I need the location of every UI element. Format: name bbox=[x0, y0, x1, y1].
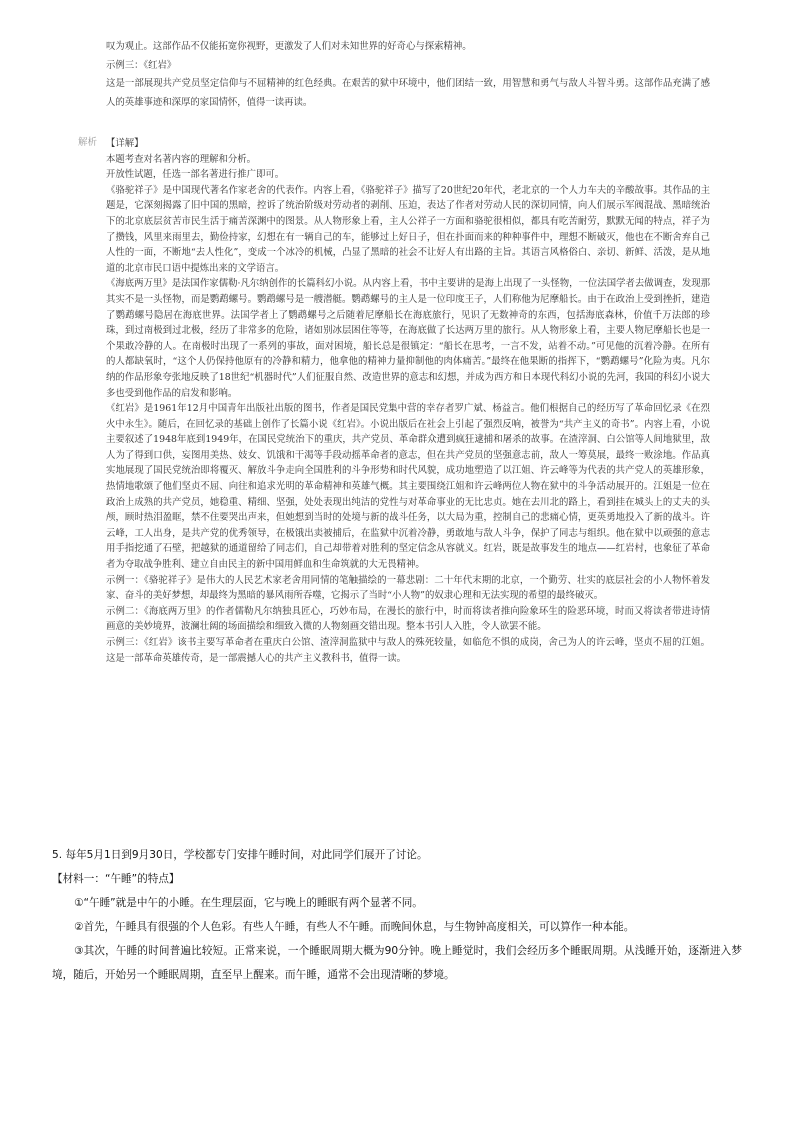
example-heading: 示例三：《红岩》 bbox=[106, 59, 177, 71]
analysis-paragraph: 《海底两万里》是法国作家儒勒·凡尔纳创作的长篇科幻小说。从内容上看，书中主要讲的是海上出现了一头怪物，一位法国学者去做调查，发现那其实不是一头怪物，而是鹦鹉螺号。鹦鹉螺号是一艘潜艇。鹦鹉螺号的主人是一位印度王子，人们称他为尼摩船长。由于在政治上受到挫折，建造了鹦鹉螺号隐居在海底世界。法国学者上了鹦鹉螺号之后随着尼摩船长在海底旅行，见识了无数神奇的东西，包括海底森林，价值千万法郎的珍珠，到过南极到过北极，经历了非常多的危险，诸如别冰层困住等等，在海底做了长达两万里的旅行。从人物形象上看，主要人物尼摩船长也是一个果敢冷静的人。在南极时出现了一系列的事故，面对困境，船长总是很镇定：“船长在思考，一言不发，站着不动。”可见他的沉着冷静。在所有的人都缺氧时，“这个人仍保持他原有的冷静和精力，他拿他的精神力量抑制他的肉体痛苦。”最终在他果断的指挥下，“鹦鹉螺号”化险为夷。凡尔纳的作品形象夸张地反映了18世纪“机器时代”人们征服自然、改造世界的意志和幻想，并成为西方和日本现代科幻小说的先河，我国的科幻小说大多也受到他作品的启发和影响。 bbox=[106, 278, 710, 399]
analysis-section bbox=[106, 136, 710, 666]
analysis-paragraph: 本题考查对名著内容的理解和分析。 bbox=[106, 153, 257, 165]
question-stem: 5. 每年5月1日到9月30日，学校都专门安排午睡时间，对此同学们展开了讨论。 bbox=[52, 849, 428, 861]
material-title: 【材料一：“午睡”的特点】 bbox=[52, 873, 180, 885]
example-paragraph: 示例三：《红岩》该书主要写革命者在重庆白公馆、渣滓洞监狱中与敌人的殊死较量，如临危不惧的成岗，舍己为人的许云峰，坚贞不屈的江姐。这是一部革命英雄传奇，是一部震撼人心的共产主义教科书，值得一读。 bbox=[106, 637, 710, 664]
analysis-paragraph: 开放性试题，任选一部名著进行推广即可。 bbox=[106, 169, 285, 181]
analysis-paragraph: 《骆驼祥子》是中国现代著名作家老舍的代表作。内容上看，《骆驼祥子》描写了20世纪20年代，老北京的一个人力车夫的辛酸故事。其作品的主题是，它深刻揭露了旧中国的黑暗，控诉了统治阶级对劳动者的剥削、压迫，表达了作者对劳动人民的深切同情，向人们展示军阀混战、黑暗统治下的北京底层贫苦市民生活于痛苦深渊中的图景。从人物形象上看，主人公祥子一方面和骆驼很相似，都具有吃苦耐劳，默默无闻的特点，祥子为了攒钱，风里来雨里去，勤俭持家，幻想在有一辆自己的车，能够过上好日子，但在扑面而来的种种事件中，理想不断破灭，他也在不断舍弃自己人性的一面，不断地“去人性化”，变成一个冰冷的机械，凸显了黑暗的社会不让好人有出路的主旨。其语言风格俗白、亲切、新鲜、活泼，是从地道的北京市民口语中提炼出来的文学语言。 bbox=[106, 184, 710, 274]
material-point: ①“午睡”就是中午的小睡。在生理层面，它与晚上的睡眠有两个显著不同。 bbox=[74, 897, 423, 909]
example-paragraph: 示例一：《骆驼祥子》是伟大的人民艺术家老舍用同情的笔触描绘的一幕悲剧：二十年代末期的北京，一个勤劳、壮实的底层社会的小人物怀着发家、奋斗的美好梦想，却最终为黑暗的暴风雨所吞噬，它揭示了当时“小人物”的奴隶心理和无法实现的希望的最终破灭。 bbox=[106, 574, 710, 602]
top-answer-section bbox=[106, 38, 710, 112]
analysis-label: 解析 bbox=[78, 137, 98, 148]
text-line: 叹为观止。这部作品不仅能拓宽你视野，更激发了人们对未知世界的好奇心与探索精神。 bbox=[106, 41, 472, 52]
analysis-paragraph: 《红岩》是1961年12月中国青年出版社出版的图书，作者是国民党集中营的幸存者罗广斌、杨益言。他们根据自己的经历写了革命回忆录《在烈火中永生》。随后，在回忆录的基础上创作了长篇小说《红岩》。小说出版后在社会上引起了强烈反响，被誉为“共产主义的奇书”。内容上看，小说主要叙述了1948年底到1949年，在国民党统治下的重庆，共产党员、革命群众遭到疯狂逮捕和屠杀的故事。在渣滓洞、白公馆等人间地狱里，敌人为了得到口供，妄图用美热、妓女、饥饿和干渴等手段动摇革命者的意志，但在共产党员的坚强意志前，敌人一筹莫展，最终一败涂地。作品真实地展现了国民党统治即将覆灭、解放斗争走向全国胜利的斗争形势和时代风貌，成功地塑造了以江姐、许云峰等为代表的共产党人的英雄形象，热情地歌颂了他们坚贞不屈、向往和追求光明的革命精神和英雄气概。其主要围绕江姐和许云峰两位人物在狱中的斗争活动展开的。江姐是一位在政治上成熟的共产党员，她稳重、精细、坚强，处处表现出纯洁的党性与对革命事业的无比忠贞。她在去川北的路上，看到挂在城头上的丈夫的头颅，顾时热泪盈眶，禁不住要哭出声来，但她想到当时的处境与新的战斗任务，以大局为重，控制自己的悲痛心情，更英勇地投入了新的战斗。许云峰，工人出身，是共产党的优秀领导，在极饿出卖被捕后，在监狱中沉着冷静，勇敢地与敌人斗争，保护了同志与组织。他在狱中以顽强的意志用手指挖通了石壁，把越狱的通道留给了同志们，自己却带着对胜利的坚定信念从容就义。红岩，既是故事发生的地点——红岩村，也象征了革命者为夺取战争胜利、建立自由民主的新中国用鲜血和生命筑就的大无畏精神。 bbox=[106, 403, 710, 571]
analysis-heading: 【详解】 bbox=[106, 138, 144, 149]
question-5-section bbox=[52, 843, 742, 987]
material-point: ③其次，午睡的时间普遍比较短。正常来说，一个睡眠周期大概为90分钟。晚上睡觉时，我们会经历多个睡眠周期。从浅睡开始，逐渐进入梦境，随后，开始另一个睡眠周期，直至早上醒来。而午睡，通常不会出现清晰的梦境。 bbox=[52, 945, 742, 981]
material-point: ②首先，午睡具有很强的个人色彩。有些人午睡，有些人不午睡。而晚间休息，与生物钟高度相关，可以算作一种本能。 bbox=[74, 921, 635, 933]
example-paragraph: 示例二：《海底两万里》的作者儒勒凡尔纳独具匠心，巧妙布局，在漫长的旅行中，时而将读者推向险象环生的险恶环境，时而又将读者带进诗情画意的美妙境界，波澜壮阔的场面描绘和细致入微的人物刻画交错出现。整本书引人入胜，令人欲罢不能。 bbox=[106, 605, 710, 633]
text-line: 这是一部展现共产党员坚定信仰与不屈精神的红色经典。在艰苦的狱中环境中，他们团结一致，用智慧和勇气与敌人斗智斗勇。这部作品充满了感人的英雄事迹和深厚的家国情怀，值得一读再读。 bbox=[106, 78, 710, 108]
